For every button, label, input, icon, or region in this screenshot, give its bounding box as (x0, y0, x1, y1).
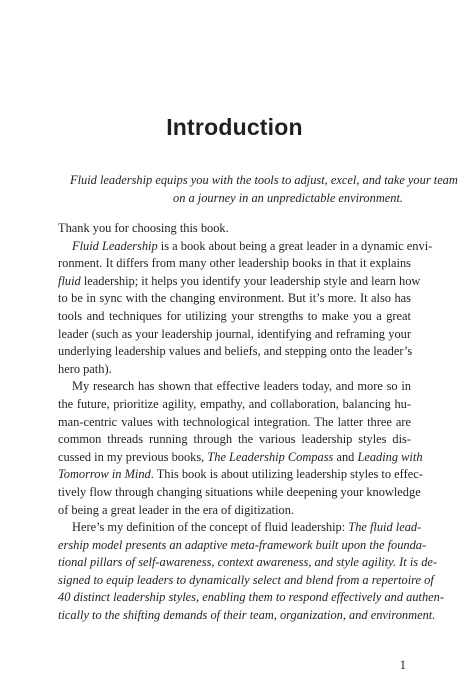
text-line (58, 255, 411, 273)
text-line (58, 378, 411, 396)
italic-text: Fluid Leadership (72, 238, 158, 253)
text-line (58, 484, 421, 502)
text-run: common threads running through the various leadership styles dis- (58, 432, 411, 447)
text-run: is a book about being a great leader in a dynamic envi- (157, 238, 433, 253)
italic-text: The fluid lead- (348, 520, 422, 535)
text-line (58, 238, 433, 256)
italic-text: 40 distinct leadership styles, enabling them to respond effectively and authen- (58, 590, 444, 605)
chapter-title: Introduction (166, 114, 303, 140)
text-line (58, 343, 411, 361)
text-run: tools and techniques for utilizing your strengths to make you a great (58, 308, 411, 323)
text-line (58, 607, 436, 625)
text-run: hero path). (58, 361, 112, 376)
text-run: My research has shown that effective leaders today, and more so in (72, 379, 411, 394)
paragraph-3 (58, 378, 423, 519)
text-line: Thank you for choosing this book. (58, 221, 229, 235)
text-run: ronment. It differs from many other leadership books in that it explains (58, 256, 411, 271)
italic-text: Leading with (357, 449, 423, 464)
italic-text: fluid (58, 273, 81, 288)
text-line (58, 572, 434, 590)
text-line (58, 308, 411, 326)
italic-text: tically to the shifting demands of their team, organization, and environment. (58, 608, 436, 623)
text-run: tively flow through changing situations while deepening your knowledge (58, 484, 421, 499)
text-line (58, 449, 423, 467)
text-line (58, 326, 411, 344)
text-line (58, 414, 411, 432)
paragraph-4 (58, 519, 444, 625)
italic-text: Tomorrow in Mind (58, 467, 151, 482)
italic-text: signed to equip leaders to dynamically select and blend from a repertoire of (58, 572, 434, 587)
text-line (58, 361, 411, 379)
text-line (58, 554, 438, 572)
text-run: leader (such as your leadership journal, identifying and reframing your (58, 326, 411, 341)
text-line (58, 466, 423, 484)
epigraph (70, 172, 458, 207)
body-text (58, 220, 444, 625)
text-run: man-centric values with technological integration. The latter three are (58, 414, 411, 429)
text-line (58, 290, 411, 308)
text-line (58, 537, 427, 555)
text-line (58, 589, 444, 607)
text-run: to be in sync with the changing environment. But it’s more. It also has (58, 291, 411, 306)
text-run: . This book is about utilizing leadership styles to effec- (150, 467, 423, 482)
italic-text: tional pillars of self-awareness, context awareness, and style agility. It is de- (58, 555, 438, 570)
text-run: the future, prioritize agility, empathy, and collaboration, balancing hu- (58, 396, 411, 411)
page-number: 1 (399, 658, 406, 672)
epigraph-line: Fluid leadership equips you with the tools to adjust, excel, and take your team (70, 173, 458, 187)
text-line (58, 396, 411, 414)
paragraph-1 (58, 220, 411, 238)
text-run: cussed in my previous books, (58, 449, 208, 464)
text-line (58, 519, 422, 537)
epigraph-line: on a journey in an unpredictable environment. (173, 190, 403, 205)
text-run: leadership; it helps you identify your leadership style and learn how (80, 273, 421, 288)
text-run: underlying leadership values and beliefs, and stepping onto the leader’s (58, 344, 413, 359)
text-line (58, 502, 411, 520)
text-line (58, 431, 411, 449)
italic-text: The Leadership Compass (207, 449, 334, 464)
text-run: Here’s my definition of the concept of fluid leadership: (72, 520, 349, 535)
paragraph-2 (58, 238, 433, 379)
text-run: of being a great leader in the era of digitization. (58, 502, 295, 517)
text-line (58, 273, 421, 291)
italic-text: ership model presents an adaptive meta-framework built upon the founda- (58, 537, 427, 552)
text-run: and (333, 449, 358, 464)
